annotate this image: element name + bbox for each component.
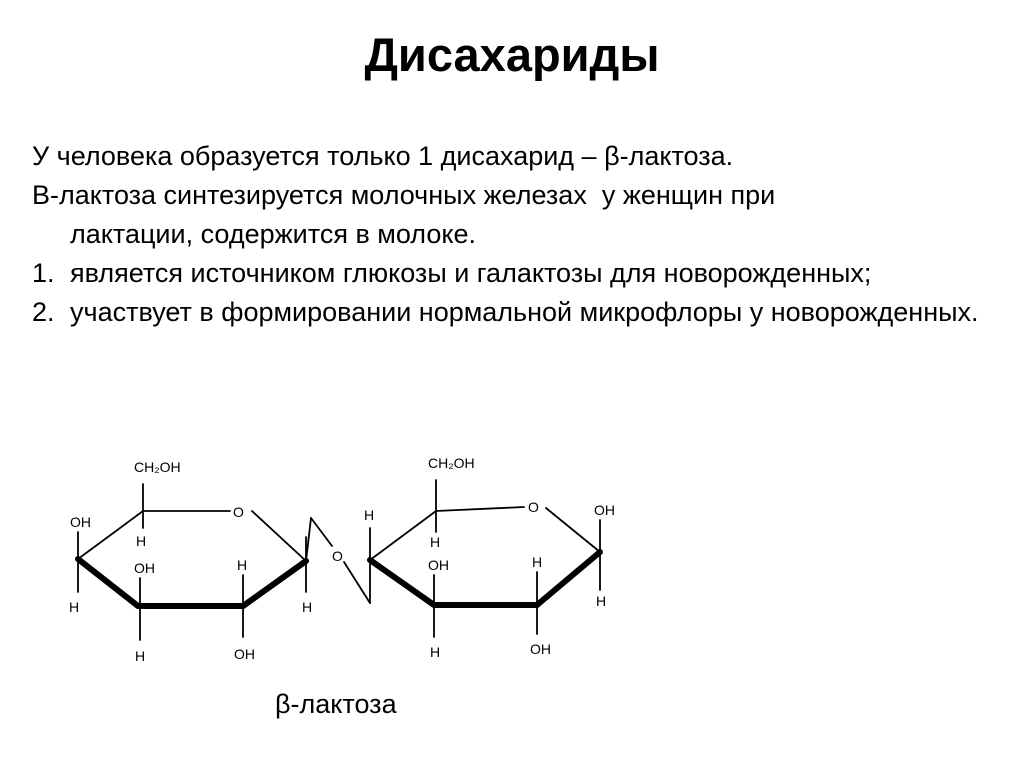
h-label: H [237, 557, 248, 573]
page-title: Дисахариды [364, 28, 660, 81]
ring-oxygen-label: O [233, 504, 244, 520]
paragraph-2-line-2: лактации, содержится в молоке. [70, 219, 476, 249]
h-label: H [136, 533, 147, 549]
bond-line [252, 511, 306, 561]
bond-line [344, 562, 370, 603]
h-label: H [596, 593, 607, 609]
ch2oh-label: CH₂OH [134, 459, 181, 475]
list-item-number: 2. [32, 297, 55, 327]
h-label: H [135, 648, 146, 664]
h-label: H [430, 644, 441, 660]
oh-label: OH [530, 641, 551, 657]
oh-label: OH [234, 646, 255, 662]
bond-line-bold [370, 560, 434, 605]
h-label: H [532, 554, 543, 570]
h-label: H [430, 534, 441, 550]
oh-label: OH [428, 557, 449, 573]
ch2oh-label: CH₂OH [428, 455, 475, 471]
oh-label: OH [594, 502, 615, 518]
h-label: H [302, 599, 313, 615]
ring-oxygen-label: O [528, 499, 539, 515]
glycosidic-oxygen-label: O [332, 548, 343, 564]
list-item-number: 1. [32, 258, 55, 288]
paragraph-1: У человека образуется только 1 дисахарид – β-лактоза. [32, 141, 734, 171]
bond-line [370, 511, 436, 560]
oh-label: OH [134, 560, 155, 576]
bond-line-bold [537, 552, 600, 605]
oh-label: OH [70, 514, 91, 530]
bond-line-bold [243, 561, 306, 606]
bond-line [436, 507, 524, 511]
list-item-text: является источником глюкозы и галактозы для новорожденных; [70, 258, 872, 288]
h-label: H [364, 507, 375, 523]
bond-line [546, 508, 600, 552]
list-item-text: участвует в формировании нормальной микрофлоры у новорожденных. [70, 297, 979, 327]
bond-line-bold [78, 559, 138, 606]
paragraph-2-line-1: В-лактоза синтезируется молочных железах у женщин при [32, 180, 776, 210]
bond-line [311, 518, 332, 546]
diagram-caption: β-лактоза [275, 689, 397, 719]
h-label: H [69, 599, 80, 615]
